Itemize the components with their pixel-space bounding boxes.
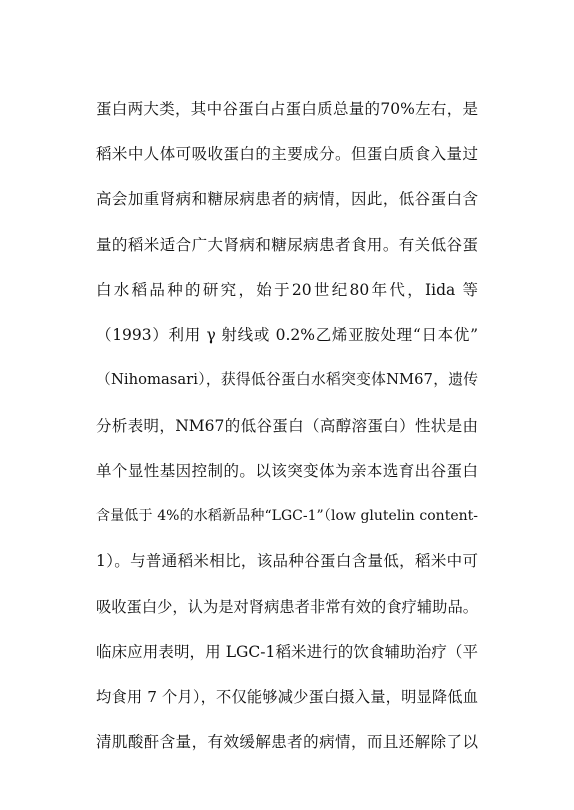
text-line-6: （1993）利用 γ 射线或 0.2%乙烯亚胺处理“日本优”	[96, 326, 478, 344]
text-line-14: 均食用 7 个月），不仅能够减少蛋白摄入量，明显降低血	[96, 688, 478, 706]
text-line-9: 单个显性基因控制的。以该突变体为亲本选育出谷蛋白	[96, 462, 478, 480]
text-line-10: 含量低于 4%的水稻新品种“LGC-1”（low glutelin content-	[96, 508, 478, 524]
text-line-4: 量的稻米适合广大肾病和糖尿病患者食用。有关低谷蛋	[96, 236, 478, 254]
text-line-7: （Nihomasari），获得低谷蛋白水稻突变体NM67，遗传	[96, 371, 478, 388]
text-line-12: 吸收蛋白少，认为是对肾病患者非常有效的食疗辅助品。	[96, 598, 478, 616]
text-line-11: 1）。与普通稻米相比，该品种谷蛋白含量低，稻米中可	[96, 552, 478, 570]
text-line-13: 临床应用表明，用 LGC-1稻米进行的饮食辅助治疗（平	[96, 643, 478, 661]
text-line-8: 分析表明，NM67的低谷蛋白（高醇溶蛋白）性状是由	[96, 417, 478, 435]
text-line-5: 白水稻品种的研究，始于20世纪80年代，Iida 等	[96, 281, 478, 299]
text-line-15: 清肌酸酐含量，有效缓解患者的病情，而且还解除了以	[96, 733, 478, 751]
text-line-1: 蛋白两大类，其中谷蛋白占蛋白质总量的70%左右，是	[96, 100, 478, 118]
text-line-3: 高会加重肾病和糖尿病患者的病情，因此，低谷蛋白含	[96, 190, 478, 208]
text-line-2: 稻米中人体可吸收蛋白的主要成分。但蛋白质食入量过	[96, 145, 478, 163]
